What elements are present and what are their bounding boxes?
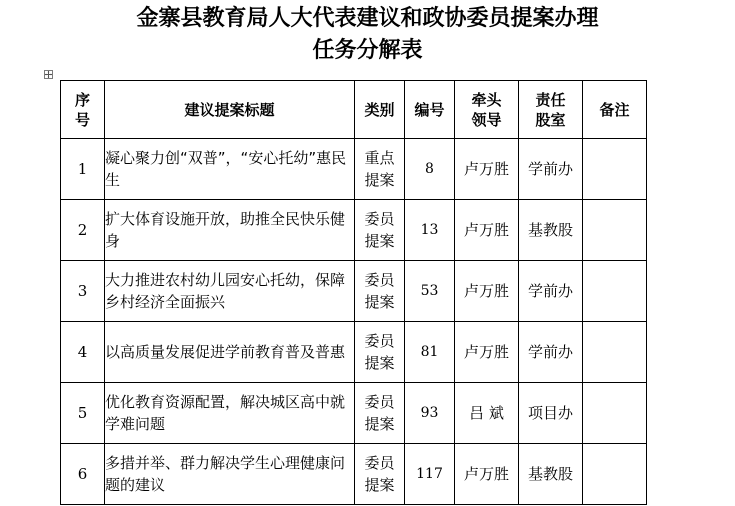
row-number: 8 [405, 139, 455, 200]
header-lead: 牵头领导 [455, 81, 519, 139]
row-index: 4 [61, 322, 105, 383]
row-note [583, 200, 647, 261]
row-dept: 基教股 [519, 444, 583, 505]
row-category: 委员提案 [355, 322, 405, 383]
table-row [61, 444, 647, 505]
header-dept: 责任股室 [519, 81, 583, 139]
table-header-row [61, 81, 647, 139]
row-title: 多措并举、群力解决学生心理健康问题的建议 [105, 444, 355, 505]
row-category: 重点提案 [355, 139, 405, 200]
row-category: 委员提案 [355, 444, 405, 505]
row-category: 委员提案 [355, 200, 405, 261]
row-lead: 卢万胜 [455, 200, 519, 261]
row-dept: 学前办 [519, 322, 583, 383]
row-number: 53 [405, 261, 455, 322]
row-category: 委员提案 [355, 383, 405, 444]
document-title: 金寨县教育局人大代表建议和政协委员提案办理 [136, 6, 599, 31]
row-index: 5 [61, 383, 105, 444]
row-lead: 卢万胜 [455, 444, 519, 505]
row-note [583, 322, 647, 383]
row-note [583, 383, 647, 444]
row-dept: 项目办 [519, 383, 583, 444]
table-row [61, 261, 647, 322]
document-subtitle: 任务分解表 [312, 38, 423, 63]
header-title: 建议提案标题 [105, 81, 355, 139]
header-note: 备注 [583, 81, 647, 139]
row-index: 6 [61, 444, 105, 505]
row-title: 优化教育资源配置，解决城区高中就学难问题 [105, 383, 355, 444]
row-number: 13 [405, 200, 455, 261]
row-dept: 基教股 [519, 200, 583, 261]
row-note [583, 139, 647, 200]
row-category: 委员提案 [355, 261, 405, 322]
table-move-handle-icon[interactable] [44, 70, 53, 79]
table-row [61, 383, 647, 444]
row-number: 93 [405, 383, 455, 444]
row-lead: 卢万胜 [455, 139, 519, 200]
header-number: 编号 [405, 81, 455, 139]
row-dept: 学前办 [519, 139, 583, 200]
header-category: 类别 [355, 81, 405, 139]
row-index: 2 [61, 200, 105, 261]
row-index: 3 [61, 261, 105, 322]
table-row [61, 200, 647, 261]
row-number: 81 [405, 322, 455, 383]
row-lead: 卢万胜 [455, 261, 519, 322]
row-number: 117 [405, 444, 455, 505]
header-index: 序号 [61, 81, 105, 139]
row-lead: 卢万胜 [455, 322, 519, 383]
table-row [61, 322, 647, 383]
row-note [583, 444, 647, 505]
task-table [60, 80, 647, 505]
row-index: 1 [61, 139, 105, 200]
row-dept: 学前办 [519, 261, 583, 322]
row-title: 大力推进农村幼儿园安心托幼，保障乡村经济全面振兴 [105, 261, 355, 322]
row-title: 扩大体育设施开放，助推全民快乐健身 [105, 200, 355, 261]
row-note [583, 261, 647, 322]
table-row [61, 139, 647, 200]
row-title: 凝心聚力创“双普”，“安心托幼”惠民生 [105, 139, 355, 200]
row-title: 以高质量发展促进学前教育普及普惠 [105, 322, 355, 383]
row-lead: 吕 斌 [455, 383, 519, 444]
